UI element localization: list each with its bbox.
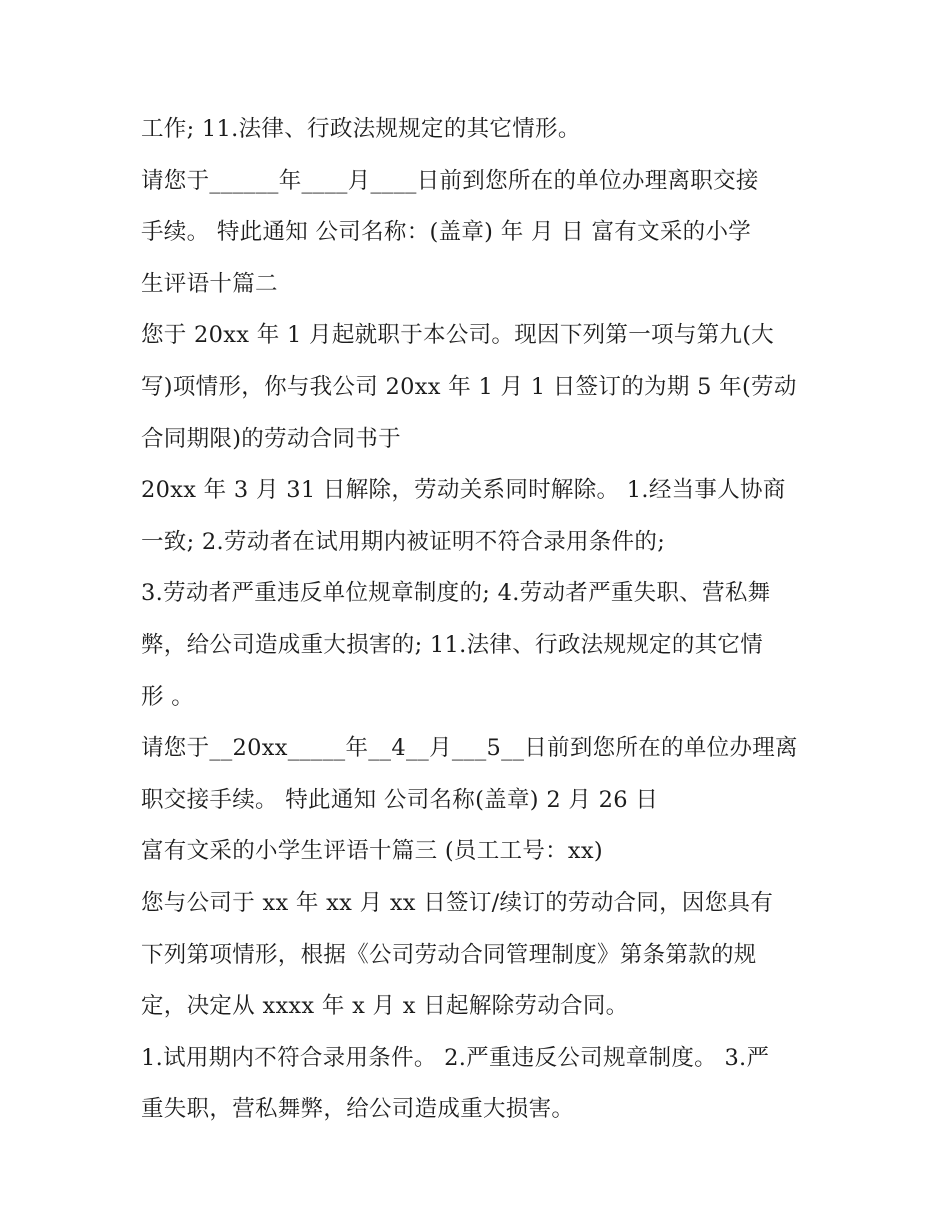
text-line: 重失职，营私舞弊，给公司造成重大损害。	[141, 1096, 575, 1123]
text-line: 下列第项情形，根据《公司劳动合同管理制度》第条第款的规	[141, 941, 757, 968]
text-line: 职交接手续。 特此通知 公司名称(盖章) 2 月 26 日	[141, 786, 659, 813]
text-line: 20xx 年 3 月 31 日解除，劳动关系同时解除。 1.经当事人协商	[141, 477, 786, 504]
text-line: 生评语十篇二	[141, 270, 278, 297]
document-body	[141, 104, 821, 1136]
text-line: 1.试用期内不符合录用条件。 2.严重违反公司规章制度。 3.严	[141, 1044, 770, 1071]
text-line: 形 。	[141, 683, 195, 710]
text-line: 您与公司于 xx 年 xx 月 xx 日签订/续订的劳动合同，因您具有	[141, 889, 774, 916]
text-line: 定，决定从 xxxx 年 x 月 x 日起解除劳动合同。	[141, 993, 629, 1020]
text-line: 您于 20xx 年 1 月起就职于本公司。现因下列第一项与第九(大	[141, 322, 775, 349]
text-line: 请您于__20xx_____年__4__月___5__日前到您所在的单位办理离	[141, 735, 798, 762]
text-line: 弊，给公司造成重大损害的; 11.法律、行政法规规定的其它情	[141, 631, 764, 658]
text-line: 一致; 2.劳动者在试用期内被证明不符合录用条件的;	[141, 528, 666, 555]
text-line: 3.劳动者严重违反单位规章制度的; 4.劳动者严重失职、营私舞	[141, 580, 771, 607]
text-line: 富有文采的小学生评语十篇三 (员工工号：xx)	[141, 838, 603, 865]
text-line: 合同期限)的劳动合同书于	[141, 425, 401, 452]
text-line: 请您于______年____月____日前到您所在的单位办理离职交接	[141, 167, 759, 194]
text-line: 工作; 11.法律、行政法规规定的其它情形。	[141, 116, 581, 142]
text-line: 写)项情形，你与我公司 20xx 年 1 月 1 日签订的为期 5 年(劳动	[141, 373, 797, 400]
text-line: 手续。 特此通知 公司名称：(盖章) 年 月 日 富有文采的小学	[141, 219, 752, 246]
